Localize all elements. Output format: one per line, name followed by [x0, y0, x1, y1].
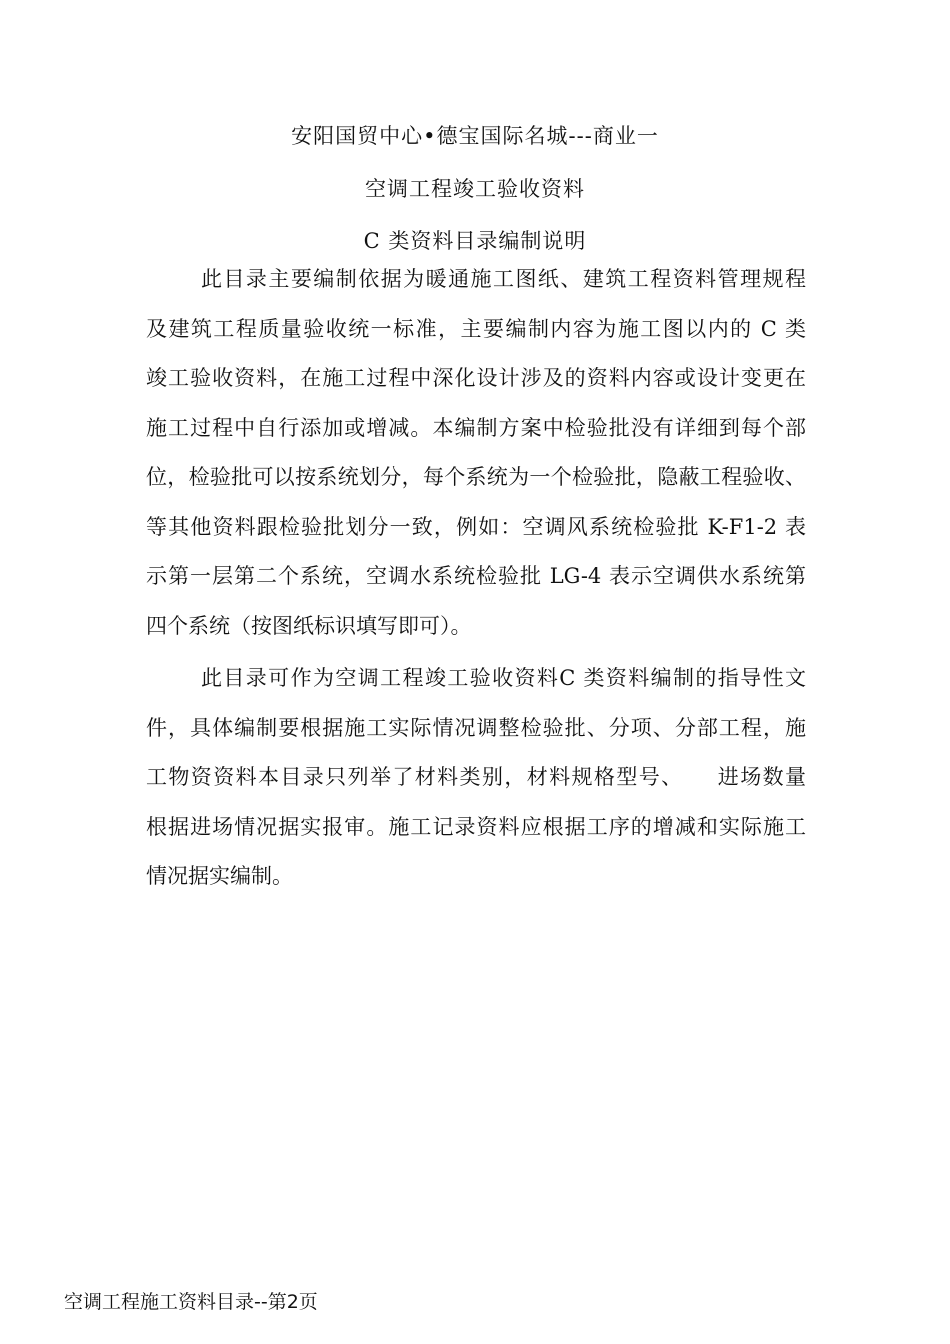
- document-title-line-1: 安阳国贸中心•德宝国际名城---商业一: [291, 124, 659, 148]
- paragraph-1-line: 位，检验批可以按系统划分，每个系统为一个检验批，隐蔽工程验收、: [146, 465, 806, 489]
- paragraph-1-line: 此目录主要编制依据为暖通施工图纸、建筑工程资料管理规程: [201, 267, 806, 291]
- paragraph-1-line: 示第一层第二个系统，空调水系统检验批 LG-4 表示空调供水系统第: [146, 564, 806, 588]
- document-title-line-2: 空调工程竣工验收资料: [365, 177, 585, 201]
- paragraph-2-line: 根据进场情况据实报审。施工记录资料应根据工序的增减和实际施工: [146, 814, 806, 839]
- paragraph-2-line: 件，具体编制要根据施工实际情况调整检验批、分项、分部工程，施: [146, 715, 806, 740]
- paragraph-2-line: 情况据实编制。: [146, 864, 293, 888]
- paragraph-2: [146, 663, 806, 911]
- paragraph-1-line: 施工过程中自行添加或增减。本编制方案中检验批没有详细到每个部: [146, 415, 806, 440]
- paragraph-2-line: 此目录可作为空调工程竣工验收资料C 类资料编制的指导性文: [201, 666, 806, 690]
- paragraph-1-line: 及建筑工程质量验收统一标准，主要编制内容为施工图以内的 C 类: [146, 316, 806, 341]
- document-title-line-3: C 类资料目录编制说明: [363, 229, 587, 253]
- paragraph-2-line: 工物资资料本目录只列举了材料类别，材料规格型号、 进场数量: [146, 765, 806, 789]
- paragraph-1: [146, 264, 806, 660]
- paragraph-1-line: 等其他资料跟检验批划分一致，例如：空调风系统检验批 K-F1-2 表: [146, 514, 806, 539]
- page-footer: 空调工程施工资料目录--第2页: [64, 1291, 318, 1313]
- paragraph-1-line: 竣工验收资料，在施工过程中深化设计涉及的资料内容或设计变更在: [146, 366, 806, 390]
- paragraph-1-line: 四个系统（按图纸标识填写即可）。: [146, 613, 472, 638]
